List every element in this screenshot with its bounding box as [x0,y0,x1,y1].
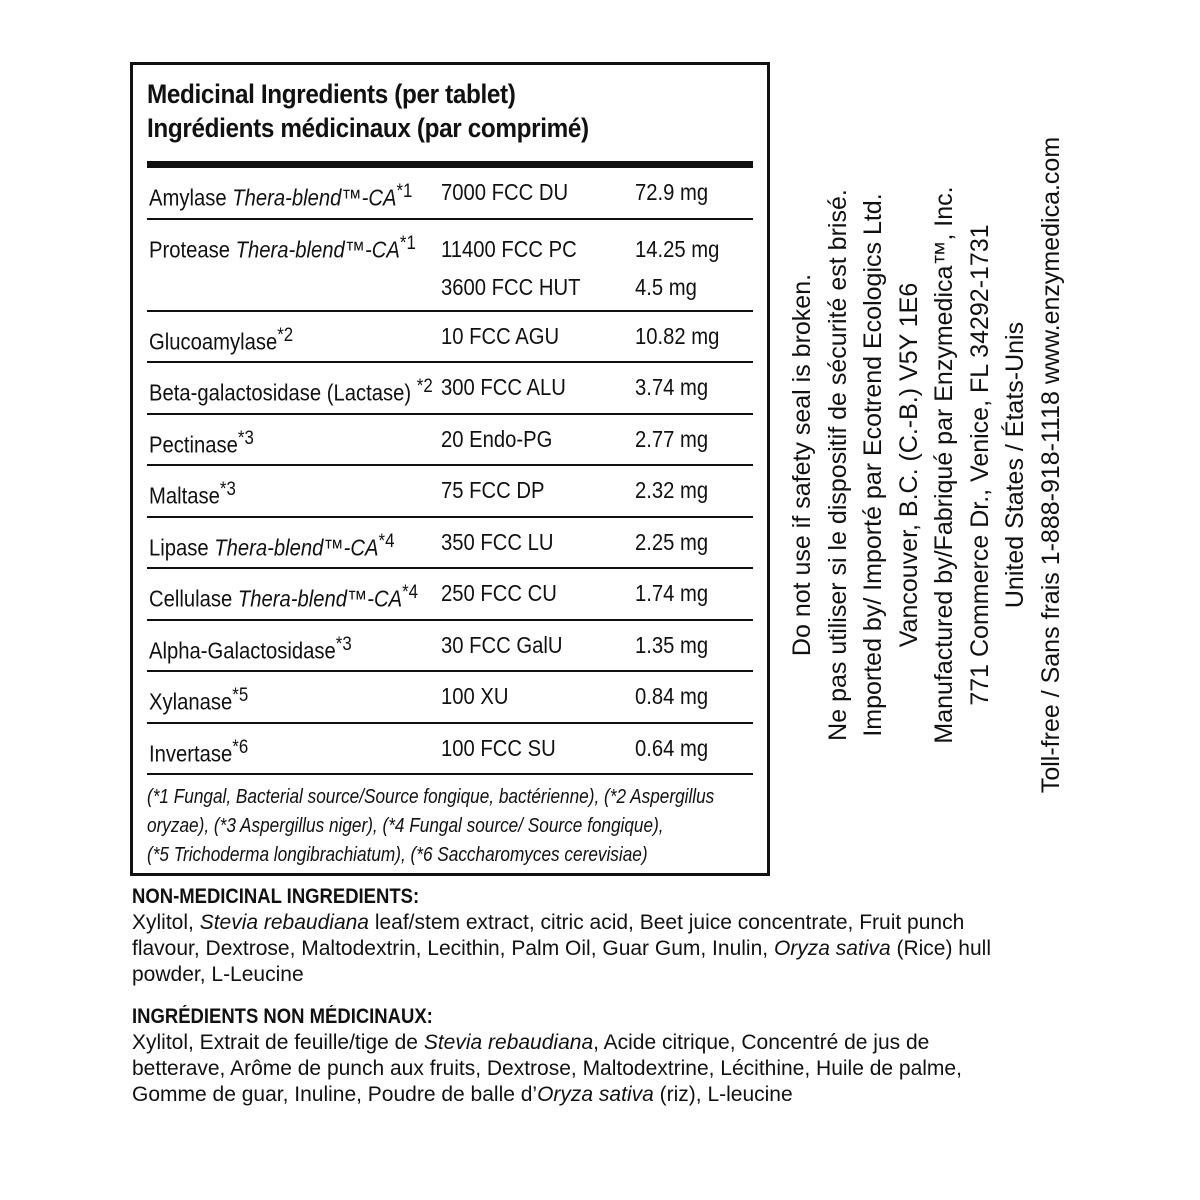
ingredient-activity: 75 FCC DP [441,477,545,503]
table-row [147,415,753,467]
ingredient-list: Xylitol, Extrait de feuille/tige de Stevia rebaudiana, Acide citrique, Concentré de jus de betterave, Arôme de punch aux fruits, Dextrose, Maltodextrine, Lécithine, Huile de palme, Gomme de guar, Inuline, Poudre de balle d’Oryza sativa (riz), L-leucine [132,1031,962,1106]
ingredient-amount: 2.32 mg [635,477,709,503]
ingredient-activity: 100 XU [441,683,509,709]
footnote-line: (*5 Trichoderma longibrachiatum), (*6 Saccharomyces cerevisiae) [147,844,648,866]
ingredient-name: Alpha-Galactosidase$^{*3}$ [149,633,352,664]
ingredient-name: Lipase Thera-blend™-CA$^{*4}$ [149,530,395,561]
ingredient-name: Pectinase$^{*3}$ [149,427,254,458]
ingredient-list: Xylitol, Stevia rebaudiana leaf/stem extract, citric acid, Beet juice concentrate, Fruit punch flavour, Dextrose, Maltodextrin, Lecithin, Palm Oil, Guar Gum, Inulin, Oryza sativa (Rice) hull powder, L-Leucine [132,911,991,986]
manufacturer-address: 771 Commerce Dr., Venice, FL 34292-1731 [965,224,994,706]
ingredient-name: Maltase$^{*3}$ [149,479,236,509]
ingredient-amount: 0.84 mg [635,683,709,709]
ingredient-amount: 10.82 mg [635,322,720,349]
ingredient-name: Cellulase Thera-blend™-CA$^{*4}$ [149,582,419,612]
manufacturer-country: United States / États-Unis [1001,321,1029,609]
ingredient-amount: 0.64 mg [635,734,709,761]
table-row [147,621,753,673]
ingredient-activity: 30 FCC GalU [441,631,563,658]
warning-en: Do not use if safety seal is broken. [788,273,816,657]
ingredient-amount: 2.25 mg [635,528,709,555]
ingredient-activity: 7000 FCC DU [441,179,569,205]
ingredient-activity: 10 FCC AGU [441,322,560,349]
ingredient-activity: 300 FCC ALU [441,374,566,400]
ingredient-name: Invertase$^{*6}$ [149,736,249,767]
table-row [147,518,753,570]
medicinal-ingredients-panel [130,62,770,876]
ingredient-activity: 350 FCC LU [441,528,554,555]
table-row [147,220,753,312]
ingredient-amount: 1.74 mg [635,580,709,606]
ingredient-name: Xylanase$^{*5}$ [149,685,249,715]
ingredient-name: Beta-galactosidase (Lactase) $^{*2}$ [149,376,433,406]
source-footnote [147,783,715,870]
ingredient-amount: 2.77 mg [635,425,709,452]
ingredient-amount: 1.35 mg [635,631,709,658]
table-row [147,569,753,621]
footnote-line: (*1 Fungal, Bacterial source/Source fongique, bactérienne), (*2 Aspergillus [147,786,715,808]
ingredient-name: Protease Thera-blend™-CA$^{*1}$ [149,232,416,263]
ingredient-activity: 11400 FCC PC 3600 FCC HUT [441,235,581,300]
importer: Imported by/ Importé par Ecotrend Ecologics Ltd. [859,193,887,737]
ingredient-amount: 3.74 mg [635,374,709,400]
header-rule [147,161,753,168]
importer-address: Vancouver, B.C. (C.-B.) V5Y 1E6 [894,282,923,648]
manufacturer: Manufactured by/Fabriqué par Enzymedica™, Inc. [930,186,958,744]
ingredient-name: Amylase Thera-blend™-CA$^{*1}$ [149,181,413,211]
ingredient-amount: 14.25 mg 4.5 mg [635,235,720,300]
ingredient-activity: 20 Endo-PG [441,425,553,452]
ingredient-name: Glucoamylase$^{*2}$ [149,324,294,355]
table-row [147,168,753,220]
footnote-line: oryzae), (*3 Aspergillus niger), (*4 Fungal source/ Source fongique), [147,815,664,837]
panel-header [133,65,767,145]
title-fr: Ingrédients médicinaux (par comprimé) [147,113,589,143]
table-row [147,724,753,776]
contact-line: Toll-free / Sans frais 1-888-918-1118 www.enzymedica.com [1036,136,1065,794]
title-en: Medicinal Ingredients (per tablet) [147,79,516,109]
non-medicinal-ingredients-fr [132,1004,962,1108]
section-heading: INGRÉDIENTS NON MÉDICINAUX: [132,1005,433,1028]
table-row [147,363,753,415]
table-row [147,466,753,518]
non-medicinal-ingredients-en [132,884,991,988]
section-heading: NON-MEDICINAL INGREDIENTS: [132,885,420,908]
ingredient-activity: 100 FCC SU [441,734,556,761]
ingredient-table [147,168,753,775]
rotated-importer-info [785,60,1069,870]
ingredient-activity: 250 FCC CU [441,580,557,606]
table-row [147,312,753,364]
ingredient-amount: 72.9 mg [635,179,709,205]
table-row [147,672,753,724]
warning-fr: Ne pas utiliser si le dispositif de sécurité est brisé. [823,189,852,741]
